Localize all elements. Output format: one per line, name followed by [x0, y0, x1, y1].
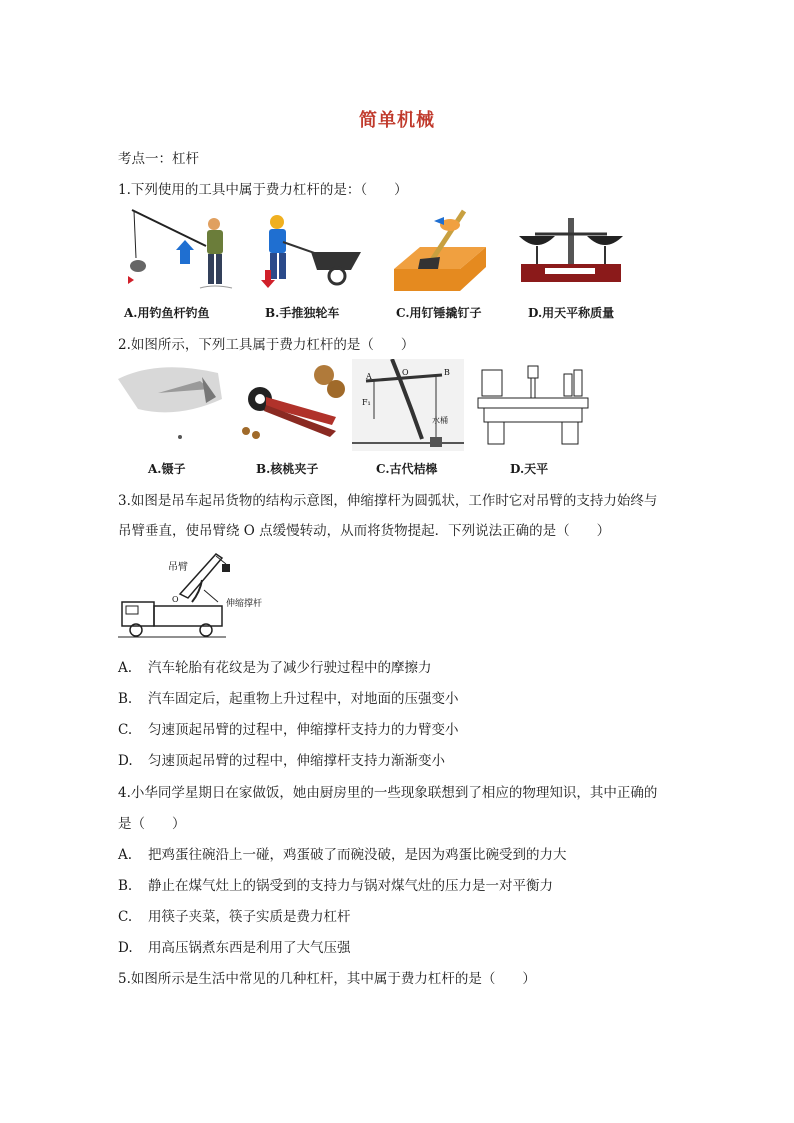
crane-label-strut: 伸缩撑杆: [226, 599, 263, 609]
shadoof-label-o: O: [402, 368, 409, 377]
q4-option-c: C. 用筷子夹菜，筷子实质是费力杠杆: [118, 909, 351, 925]
q1-caption-a: A.用钓鱼杆钓鱼: [124, 306, 210, 320]
q3-option-c: C. 匀速顶起吊臂的过程中，伸缩撑杆支持力的力臂变小: [118, 722, 459, 738]
q2-caption-d: D.天平: [510, 462, 549, 476]
q2-figure-balance: [474, 364, 592, 450]
q3-option-b: B. 汽车固定后，起重物上升过程中，对地面的压强变小: [118, 691, 459, 707]
crane-label-o: O: [172, 595, 179, 604]
q2-caption-b: B.核桃夹子: [256, 462, 319, 476]
q2-figure-tweezers: [118, 359, 228, 451]
q1-caption-b: B.手推独轮车: [265, 306, 340, 320]
q4-option-b: B. 静止在煤气灶上的锅受到的支持力与锅对煤气灶的压力是一对平衡力: [118, 878, 553, 894]
section-heading: 考点一：杠杆: [118, 151, 199, 167]
q3-figure-crane: [118, 550, 268, 642]
q3-option-d: D. 匀速顶起吊臂的过程中，伸缩撑杆支持力渐渐变小: [118, 753, 445, 769]
page-title: 简单机械: [359, 110, 435, 131]
question-3-stem-line2: 吊臂垂直，使吊臂绕 O 点缓慢转动，从而将货物提起．下列说法正确的是（ ）: [118, 523, 611, 539]
q1-figure-fishing: [124, 206, 242, 294]
question-4-stem-line1: 4.小华同学星期日在家做饭，她由厨房里的一些现象联想到了相应的物理知识，其中正确的: [118, 785, 658, 801]
shadoof-label-water: 水桶: [432, 416, 448, 425]
q2-figure-nutcracker: [236, 359, 346, 445]
question-5-stem: 5.如图所示是生活中常见的几种杠杆，其中属于费力杠杆的是（ ）: [118, 971, 536, 987]
crane-label-boom: 吊臂: [168, 562, 188, 573]
q2-caption-a: A.镊子: [148, 462, 186, 476]
q4-option-d: D. 用高压锅煮东西是利用了大气压强: [118, 940, 351, 956]
question-2-stem: 2.如图所示，下列工具属于费力杠杆的是（ ）: [118, 337, 415, 353]
question-4-stem-line2: 是（ ）: [118, 816, 186, 832]
q2-caption-c: C.古代桔槔: [376, 462, 438, 476]
q1-figure-balance: [515, 210, 627, 290]
q1-caption-c: C.用钉锤撬钉子: [396, 306, 482, 320]
q4-option-a: A. 把鸡蛋往碗沿上一碰，鸡蛋破了而碗没破，是因为鸡蛋比碗受到的力大: [118, 847, 567, 863]
q1-caption-d: D.用天平称质量: [528, 306, 615, 320]
shadoof-label-f1: F₁: [362, 398, 371, 407]
shadoof-label-b: B: [444, 368, 450, 377]
question-3-stem-line1: 3.如图是吊车起吊货物的结构示意图，伸缩撑杆为圆弧状，工作时它对吊臂的支持力始终与: [118, 493, 658, 509]
question-1-stem: 1.下列使用的工具中属于费力杠杆的是：（ ）: [118, 182, 408, 198]
q1-figure-wheelbarrow: [253, 212, 365, 292]
shadoof-label-a: A: [366, 372, 372, 381]
q2-figure-shadoof: [352, 359, 464, 451]
q3-option-a: A. 汽车轮胎有花纹是为了减少行驶过程中的摩擦力: [118, 660, 432, 676]
q1-figure-hammer: [390, 207, 490, 293]
